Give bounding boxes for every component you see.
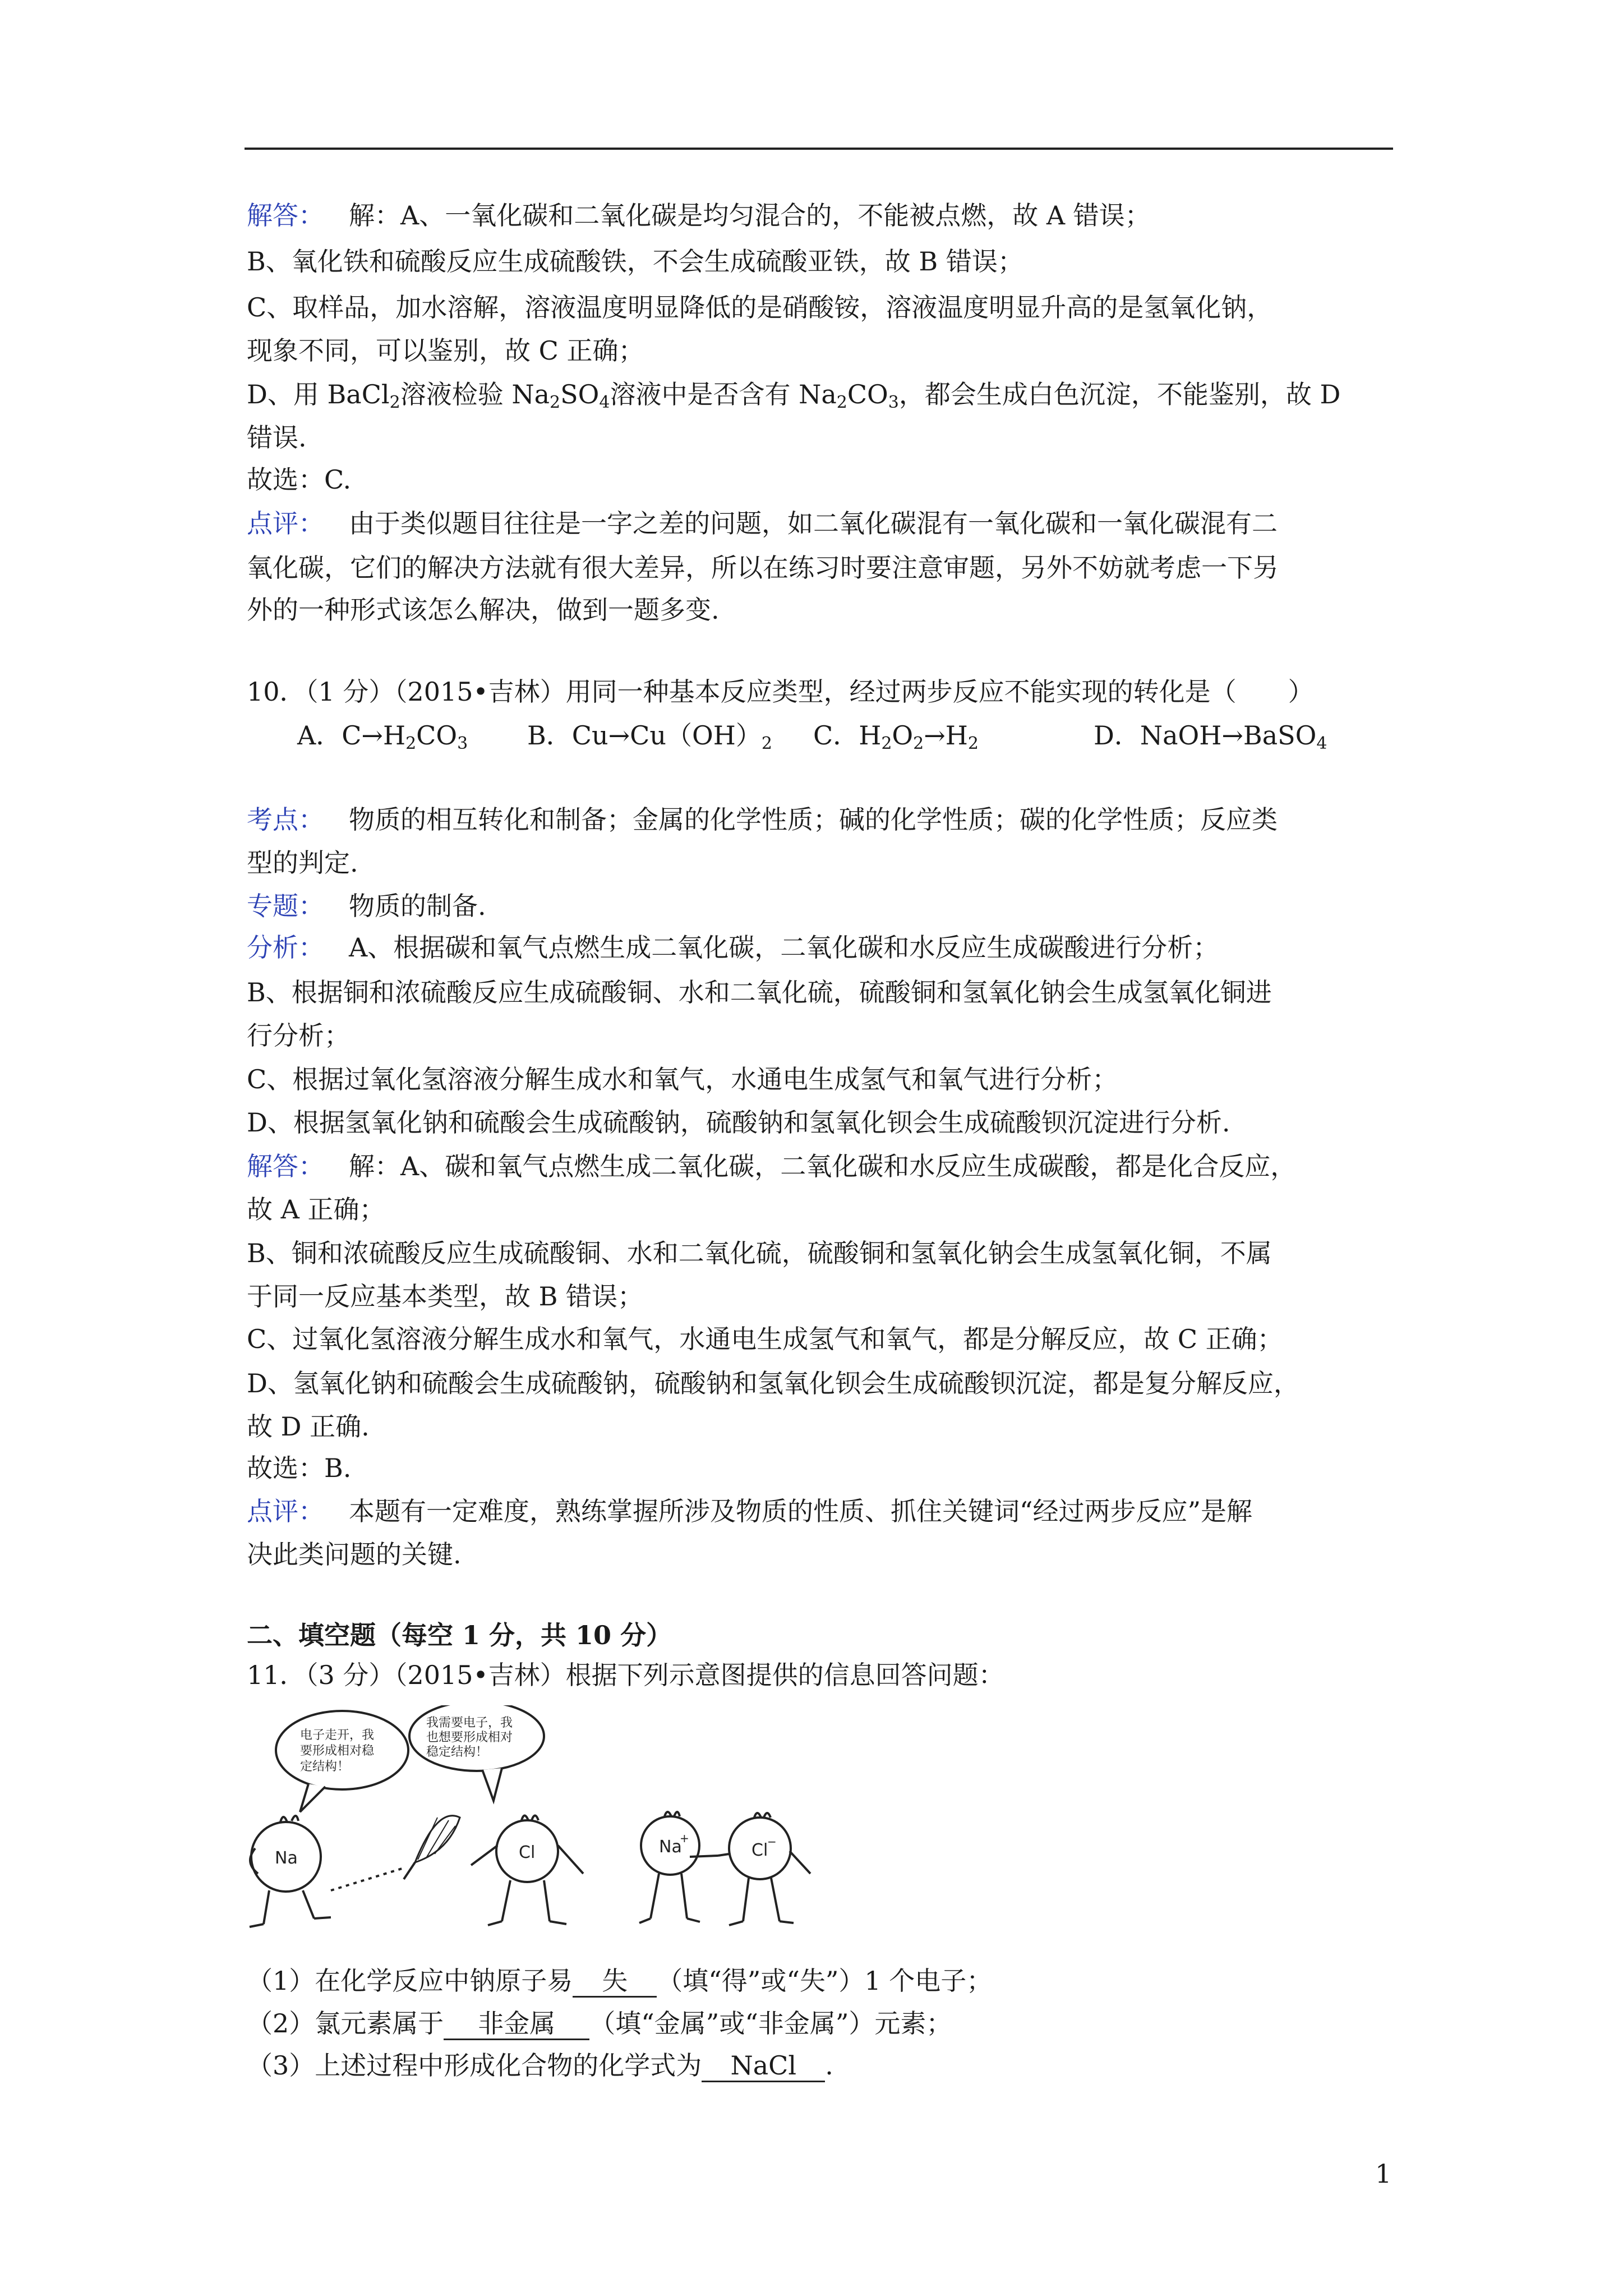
q10-comment-line-1: 点评： 本题有一定难度，熟练掌握所涉及物质的性质、抓住关键词“经过两步反应”是解 <box>247 1496 1253 1526</box>
q9-comment-line-3: 外的一种形式该怎么解决，做到一题多变. <box>247 595 720 625</box>
bubble-2-text-3: 稳定结构！ <box>426 1745 488 1759</box>
q10-analysis-line-3: 行分析； <box>247 1020 350 1051</box>
bubble-1-text-3: 定结构！ <box>300 1760 350 1774</box>
chloride-ion-label: Cl <box>751 1841 768 1860</box>
chloride-ion-charge: − <box>767 1835 777 1848</box>
q10-option-d: D．NaOH→BaSO$_4$ <box>1094 720 1327 753</box>
bubble-2-text-1: 我需要电子，我 <box>426 1716 513 1730</box>
chlorine-atom-label: Cl <box>519 1843 536 1862</box>
zhuanti-label: 专题： <box>247 891 324 921</box>
q9-answer-line-1: 解答： 解：A、一氧化碳和二氧化碳是均匀混合的，不能被点燃，故 A 错误； <box>247 200 1151 231</box>
comment-label: 点评： <box>247 508 324 539</box>
header-rule <box>245 148 1393 150</box>
q11-sub-1: （1）在化学反应中钠原子易 失 （填“得”或“失”）1 个电子； <box>247 1964 1391 1998</box>
q10-stem: 10．（1 分）（2015•吉林）用同一种基本反应类型，经过两步反应不能实现的转化是（ ） <box>247 677 1314 707</box>
answer-label: 解答： <box>247 200 324 231</box>
page-number: 1 <box>1375 2159 1392 2189</box>
sodium-atom-label: Na <box>275 1848 298 1868</box>
section-title: 二、填空题（每空 1 分，共 10 分） <box>247 1620 672 1650</box>
q10-options <box>297 719 1441 752</box>
q10-answer-line-7: 故 D 正确. <box>247 1411 370 1442</box>
q10-answer-line-8: 故选：B. <box>247 1453 352 1483</box>
answer-blank-2: 非金属 <box>444 2008 589 2040</box>
q10-option-c: C．$H_2O_2\to H_2$ <box>813 720 979 753</box>
q10-analysis-line-5: D、根据氢氧化钠和硫酸会生成硫酸钠，硫酸钠和氢氧化钡会生成硫酸钡沉淀进行分析. <box>247 1107 1230 1138</box>
bubble-1-text-2: 要形成相对稳 <box>300 1744 375 1758</box>
q9-comment-line-1: 点评： 由于类似题目往往是一字之差的问题，如二氧化碳混有一氧化碳和一氧化碳混有二 <box>247 508 1278 539</box>
answer-label: 解答： <box>247 1151 324 1181</box>
q9-comment-line-2: 氧化碳，它们的解决方法就有很大差异，所以在练习时要注意审题，另外不妨就考虑一下另 <box>247 553 1279 583</box>
answer-blank-3: NaCl <box>702 2050 825 2082</box>
q10-answer-line-3: B、铜和浓硫酸反应生成硫酸铜、水和二氧化硫，硫酸铜和氢氧化钠会生成氢氧化铜，不属 <box>247 1238 1272 1268</box>
q9-answer-line-6: 错误. <box>247 422 307 453</box>
q10-comment-line-2: 决此类问题的关键. <box>247 1539 462 1570</box>
q10-option-a: A．$C\to H_2CO_3$ <box>297 720 468 753</box>
bubble-1-text-1: 电子走开，我 <box>300 1728 375 1742</box>
q11-sub-2: （2）氯元素属于 非金属 （填“金属”或“非金属”）元素； <box>247 2007 1391 2040</box>
q10-answer-line-2: 故 A 正确； <box>247 1194 385 1225</box>
sodium-ion-charge: + <box>680 1832 689 1845</box>
q9-answer-line-3: C、取样品，加水溶解，溶液温度明显降低的是硝酸铵，溶液温度明显升高的是氢氧化钠， <box>247 292 1273 323</box>
q10-option-b: B．$Cu\to Cu(OH)_2$ <box>527 720 772 753</box>
q11-stem: 11．（3 分）（2015•吉林）根据下列示意图提供的信息回答问题： <box>247 1660 1004 1690</box>
answer-blank-1: 失 <box>573 1966 657 1998</box>
analysis-label: 分析： <box>247 932 324 963</box>
q9-answer-line-5: D、用 BaCl$_2$溶液检验 $Na_2SO_4$溶液中是否含有 $Na_2CO_3$，都会生成白色沉淀，不能鉴别，故 D <box>247 379 1341 412</box>
q9-answer-line-4: 现象不同，可以鉴别，故 C 正确； <box>247 335 644 366</box>
q10-analysis-line-1: 分析： A、根据碳和氧气点燃生成二氧化碳，二氧化碳和水反应生成碳酸进行分析； <box>247 932 1219 963</box>
q10-analysis-line-2: B、根据铜和浓硫酸反应生成硫酸铜、水和二氧化硫，硫酸铜和氢氧化钠会生成氢氧化铜进 <box>247 977 1272 1007</box>
q10-answer-line-5: C、过氧化氢溶液分解生成水和氧气，水通电生成氢气和氧气，都是分解反应，故 C 正确； <box>247 1324 1283 1354</box>
comment-label: 点评： <box>247 1496 324 1526</box>
q10-answer-line-1: 解答： 解：A、碳和氧气点燃生成二氧化碳，二氧化碳和水反应生成碳酸，都是化合反应， <box>247 1151 1297 1181</box>
q10-kaodian-line-2: 型的判定. <box>247 848 358 878</box>
q9-answer-line-7: 故选：C. <box>247 464 352 495</box>
q10-zhuanti: 专题： 物质的制备. <box>247 891 486 921</box>
q10-answer-line-6: D、氢氧化钠和硫酸会生成硫酸钠，硫酸钠和氢氧化钡会生成硫酸钡沉淀，都是复分解反应， <box>247 1368 1299 1398</box>
q10-analysis-line-4: C、根据过氧化氢溶液分解生成水和氧气，水通电生成氢气和氧气进行分析； <box>247 1064 1118 1094</box>
q10-answer-line-4: 于同一反应基本类型，故 B 错误； <box>247 1281 644 1312</box>
kaodian-label: 考点： <box>247 804 324 835</box>
sodium-ion-label: Na <box>659 1837 682 1857</box>
q9-answer-line-2: B、氧化铁和硫酸反应生成硫酸铁，不会生成硫酸亚铁，故 B 错误； <box>247 246 1023 277</box>
q11-sub-3: （3）上述过程中形成化合物的化学式为 NaCl . <box>247 2049 1391 2082</box>
q10-kaodian-line-1: 考点： 物质的相互转化和制备；金属的化学性质；碱的化学性质；碳的化学性质；反应类 <box>247 804 1278 835</box>
atoms-illustration <box>247 1705 819 1941</box>
bubble-2-text-2: 也想要形成相对 <box>426 1731 513 1745</box>
